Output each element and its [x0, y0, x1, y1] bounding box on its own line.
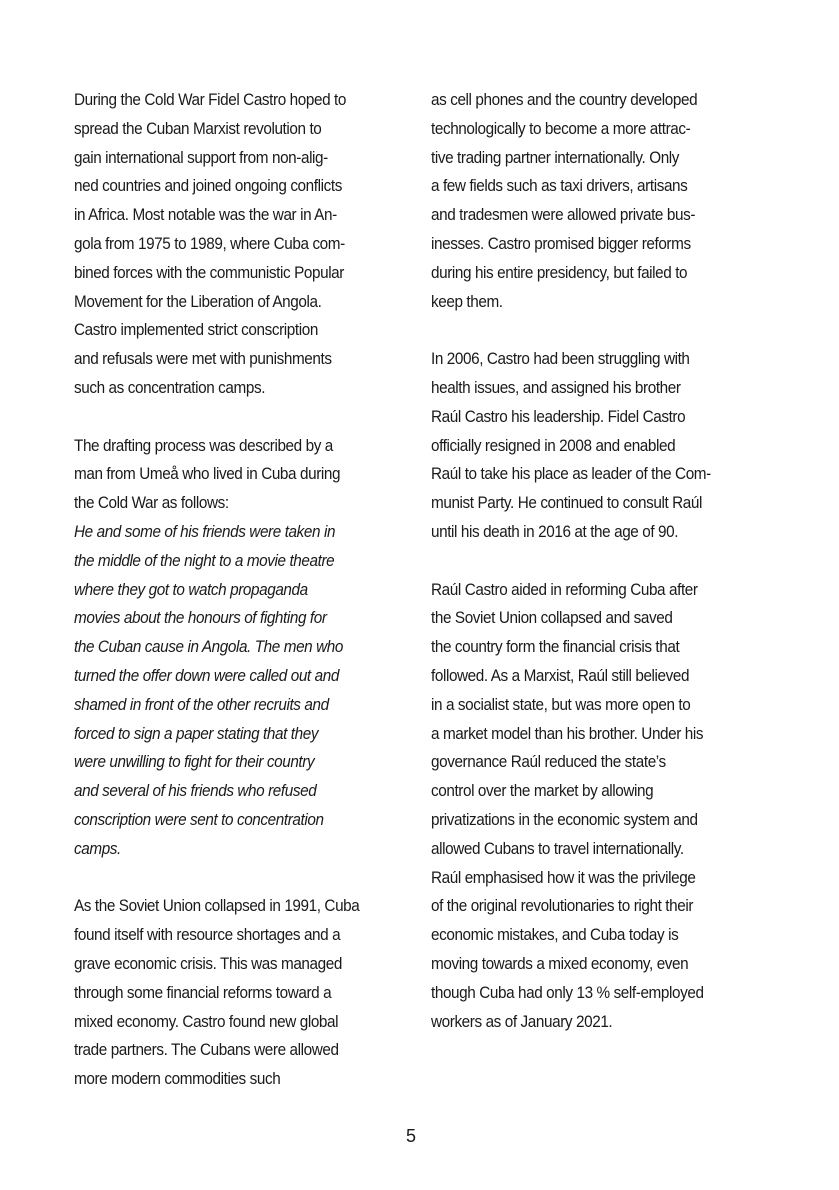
- paragraph-soviet-collapse: As the Soviet Union collapsed in 1991, Cuba found itself with resource shortages and a grave economic crisis. This was managed through some financial reforms toward a mixed economy. Castro found new global trade partners. The Cubans were allowed more modern commodities such: [74, 896, 360, 1089]
- paragraph-drafting-intro: The drafting process was described by a man from Umeå who lived in Cuba during the Cold War as follows:: [74, 435, 341, 513]
- paragraph-cold-war-angola: During the Cold War Fidel Castro hoped to spread the Cuban Marxist revolution to gain international support from non-alig- ned countries and joined ongoing conflicts in Africa. Most notable was the war in An- gola from 1975 to 1989, where Cuba com- bined forces with the communistic Popular Movement for the Liberation of Angola. Castro implemented strict conscription and refusals were met with punishments such as concentration camps.: [74, 90, 346, 397]
- paragraph-drafting-quote: He and some of his friends were taken in the middle of the night to a movie theatre where they got to watch propaganda movies about the honours of fighting for the Cuban cause in Angola. The men who turned the offer down were called out and shamed in front of the other recruits and forced to sign a paper stating that they were unwilling to fight for their country and several of his friends who refused conscription were sent to concentration camps.: [74, 521, 343, 858]
- right-column: [431, 86, 757, 1065]
- paragraph-reforms-continued: as cell phones and the country developed technologically to become a more attrac- tive trading partner internationally. Only a few fields such as taxi drivers, artisans and tradesmen were allowed private bus- inesses. Castro promised bigger reforms during his entire presidency, but failed to keep them.: [431, 90, 698, 311]
- left-column: [74, 86, 400, 1123]
- page-number: 5: [405, 1126, 416, 1146]
- paragraph-raul-succession: In 2006, Castro had been struggling with health issues, and assigned his brother Raúl Castro his leadership. Fidel Castro officially resigned in 2008 and enabled Raúl to take his place as leader of the Com- munist Party. He continued to consult Raúl until his death in 2016 at the age of 90.: [431, 349, 711, 541]
- paragraph-raul-reforms: Raúl Castro aided in reforming Cuba after the Soviet Union collapsed and saved the country form the financial crisis that followed. As a Marxist, Raúl still believed in a socialist state, but was more open to a market model than his brother. Under his governance Raúl reduced the state’s control over the market by allowing privatizations in the economic system and allowed Cubans to travel internationally. Raúl emphasised how it was the privilege of the original revolutionaries to right their economic mistakes, and Cuba today is moving towards a mixed economy, even though Cuba had only 13 % self-employed workers as of January 2021.: [431, 579, 704, 1031]
